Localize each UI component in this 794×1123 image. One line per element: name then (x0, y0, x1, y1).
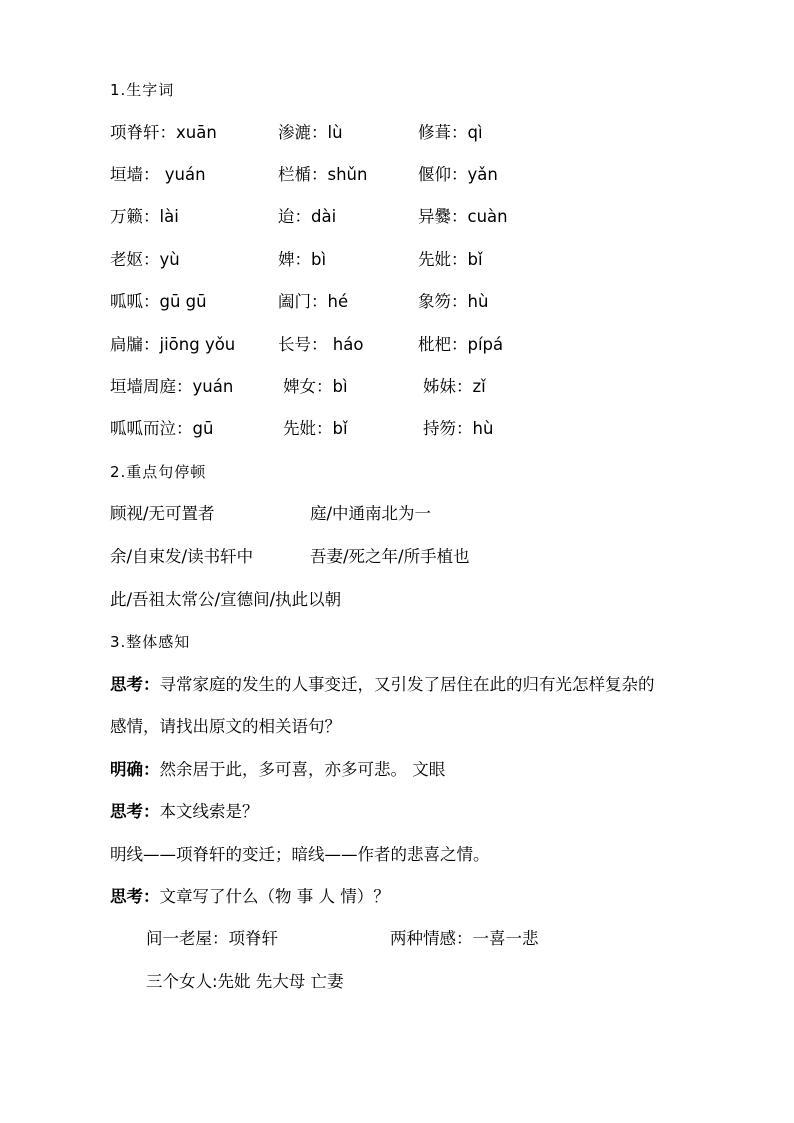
vocab-item: 迨：dài (278, 207, 337, 226)
vocab-item: 姊妹：zǐ (423, 377, 486, 396)
pause-sentence: 吾妻/死之年/所手植也 (310, 547, 470, 566)
vocab-item: 象笏：hù (418, 292, 489, 311)
vocab-item: 婢女：bì (283, 377, 348, 396)
vocab-item: 项脊轩：xuān (110, 123, 217, 142)
question-text: 寻常家庭的发生的人事变迁，又引发了居住在此的归有光怎样复杂的 (159, 675, 655, 694)
answer-text: 然余居于此，多可喜，亦多可悲。 文眼 (159, 760, 446, 779)
vocab-item: 修葺：qì (418, 123, 483, 142)
vocab-item: 栏楯：shǔn (278, 165, 368, 184)
summary-item: 两种情感：一喜一悲 (390, 929, 539, 948)
answer-label: 明确： (110, 760, 160, 779)
vocab-item: 万籁：lài (110, 207, 179, 226)
summary-item: 间一老屋：项脊轩 (146, 929, 278, 948)
vocab-item: 枇杷：pípá (418, 335, 504, 354)
question-label: 思考： (110, 802, 160, 821)
question-1-line-1 (110, 674, 655, 696)
section-heading-pauses: 2.重点句停顿 (110, 463, 207, 481)
vocab-item: 长号： háo (278, 335, 364, 354)
vocab-item: 呱呱而泣：gū (110, 419, 214, 438)
pause-sentence: 顾视/无可置者 (110, 504, 215, 523)
vocab-item: 垣墙： yuán (110, 165, 206, 184)
question-1-line-2: 感情，请找出原文的相关语句？ (110, 717, 341, 736)
vocab-item: 垣墙周庭：yuán (110, 377, 234, 396)
answer-1 (110, 759, 445, 781)
question-3 (110, 886, 390, 908)
vocab-item: 异爨：cuàn (418, 207, 508, 226)
vocab-item: 呱呱：gū gū (110, 292, 207, 311)
vocab-item: 渗漉：lù (278, 123, 343, 142)
vocab-item: 先妣：bǐ (283, 419, 348, 438)
section-heading-overall: 3.整体感知 (110, 633, 191, 651)
section-heading-vocab: 1.生字词 (110, 81, 175, 99)
vocab-item: 偃仰：yǎn (418, 165, 498, 184)
vocab-item: 婢：bì (278, 250, 327, 269)
pause-sentence: 余/自束发/读书轩中 (110, 547, 254, 566)
pause-sentence: 庭/中通南北为一 (310, 504, 432, 523)
answer-2: 明线——项脊轩的变迁；暗线——作者的悲喜之情。 (110, 845, 490, 864)
question-2 (110, 801, 259, 823)
vocab-item: 阖门：hé (278, 292, 349, 311)
vocab-item: 老妪：yù (110, 250, 180, 269)
question-label: 思考： (110, 887, 160, 906)
question-text: 本文线索是？ (159, 802, 259, 821)
vocab-item: 持笏：hù (423, 419, 494, 438)
pause-sentence: 此/吾祖太常公/宣德间/执此以朝 (110, 590, 342, 609)
question-text: 文章写了什么（物 事 人 情）？ (159, 887, 390, 906)
vocab-item: 扃牖：jiōng yǒu (110, 335, 236, 354)
vocab-item: 先妣：bǐ (418, 250, 483, 269)
question-label: 思考： (110, 675, 160, 694)
summary-item: 三个女人:先妣 先大母 亡妻 (146, 972, 344, 991)
